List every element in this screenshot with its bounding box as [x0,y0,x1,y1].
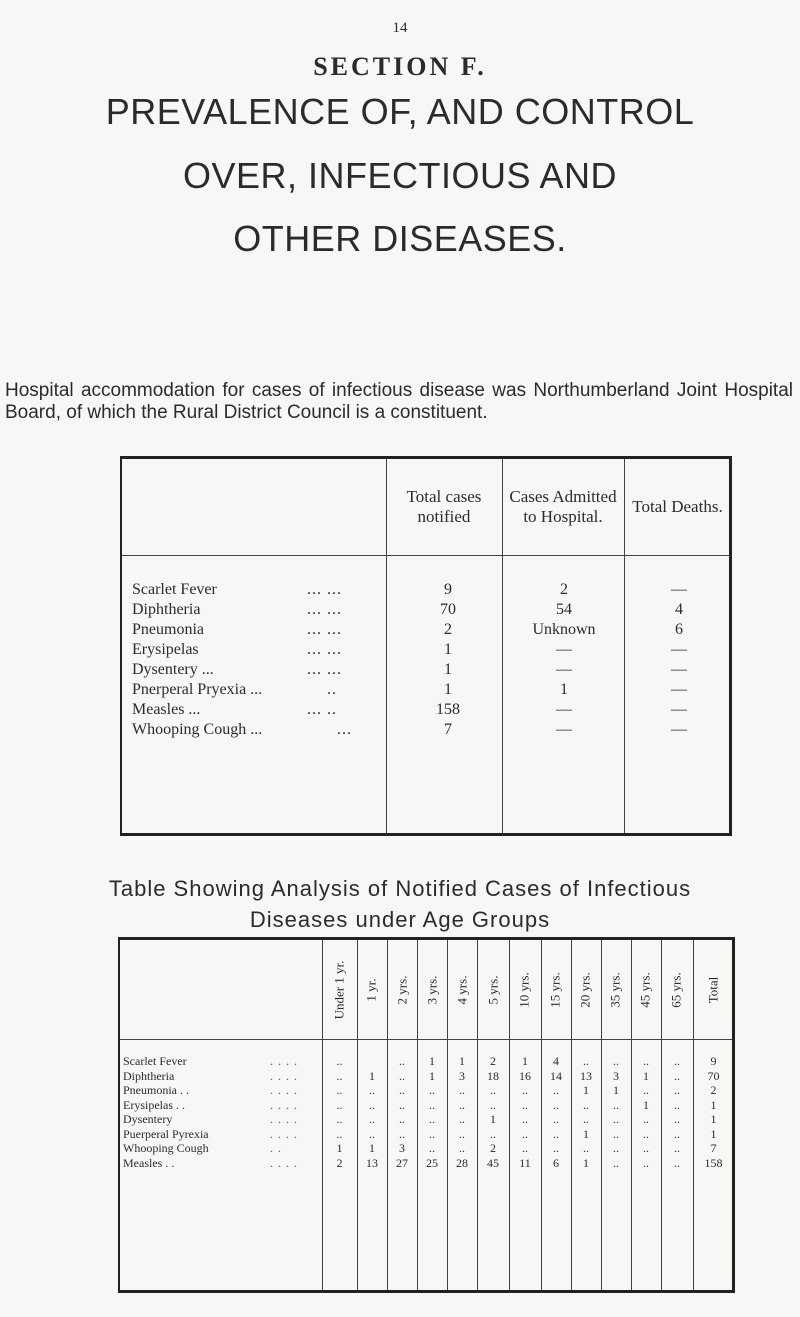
age-group-count: 3 [459,1068,465,1083]
age-groups-table [118,937,735,1293]
deaths: — [671,681,687,698]
main-title-line-2: OVER, INFECTIOUS AND [182,155,618,196]
age-group-count: .. [399,1126,405,1141]
age-group-count: 13 [366,1155,378,1170]
total-cases: 1 [444,681,452,698]
disease-name: Whooping Cough [123,1141,209,1155]
header-1-yr: 1 yr. [364,977,379,1002]
age-group-count: 1 [583,1126,589,1141]
age-group-count: .. [613,1097,619,1112]
age-group-count: 1 [522,1054,528,1068]
age-group-count: 11 [519,1155,531,1170]
leader-dots: ... [337,721,352,738]
age-group-count: .. [522,1097,528,1112]
leader-dots: ... .. [307,701,337,718]
header-35-yrs: 35 yrs. [608,971,624,1008]
admitted-cases: 54 [556,601,572,618]
age-group-count: 28 [456,1155,468,1170]
table-row [122,581,729,599]
age-group-count: .. [674,1155,680,1170]
disease-name: Whooping Cough ... [132,721,263,738]
age-group-count: 1 [369,1068,375,1083]
age-group-count: .. [613,1155,619,1170]
table-caption-line-2: Diseases under Age Groups [249,907,551,932]
disease-name: Dysentery [123,1112,173,1126]
age-group-count: 158 [704,1155,723,1170]
age-group-count: .. [643,1155,649,1170]
age-group-count: .. [553,1097,559,1112]
section-label: SECTION F. [313,52,487,81]
age-group-count: 1 [583,1155,589,1170]
age-group-count: .. [553,1141,559,1155]
age-group-count: .. [674,1083,680,1097]
header-total-deaths: Total Deaths. [632,497,723,516]
age-group-count: .. [643,1126,649,1141]
age-group-count: .. [643,1054,649,1068]
leader-dots: ... ... [307,661,342,678]
age-group-count: .. [429,1112,435,1126]
age-group-count: .. [553,1126,559,1141]
disease-name: Scarlet Fever [123,1054,187,1068]
leader-dots: . . . . [270,1054,298,1068]
age-group-count: .. [459,1097,465,1112]
age-group-count: .. [399,1112,405,1126]
age-group-count: 27 [396,1155,408,1170]
header-2-yrs: 2 yrs. [393,975,409,1004]
total-cases: 1 [444,661,452,678]
age-group-count: .. [583,1054,589,1068]
age-group-count: .. [643,1083,649,1097]
age-group-count: .. [336,1068,343,1083]
main-title-line-1: PREVALENCE OF, AND CONTROL [105,91,695,132]
age-group-count: .. [490,1126,496,1141]
age-group-count: .. [643,1141,649,1155]
age-group-count: .. [522,1126,528,1141]
age-group-count: .. [369,1097,375,1112]
age-group-count: .. [674,1054,680,1068]
admitted-cases: — [556,661,572,678]
table-row [122,601,729,619]
age-group-count: 45 [487,1155,499,1170]
age-group-count: .. [674,1126,680,1141]
disease-name: Pneumonia [132,621,204,638]
age-group-count: 1 [613,1083,619,1097]
age-group-count: 1 [369,1141,375,1155]
age-group-count: .. [399,1083,405,1097]
age-group-count: 1 [429,1068,435,1083]
total-cases: 158 [436,701,460,718]
age-group-count: .. [583,1112,589,1126]
age-group-count: 1 [710,1112,717,1126]
table-row [122,721,729,739]
table-row [120,1157,732,1169]
total-cases: 70 [440,601,456,618]
age-group-count: 6 [553,1155,559,1170]
age-group-count: 3 [613,1068,619,1083]
leader-dots: . . [270,1141,282,1155]
age-group-count: .. [490,1097,496,1112]
age-group-count: 25 [426,1155,438,1170]
leader-dots: . . . . [270,1068,298,1083]
header-total-cases: Total cases notified [406,487,482,526]
age-group-count: 1 [459,1054,465,1068]
age-group-count: 1 [336,1141,343,1155]
age-group-count: 9 [710,1054,717,1068]
disease-name: Measles . . [123,1155,175,1170]
disease-name: Pnerperal Pryexia ... [132,681,263,698]
age-group-count: .. [583,1097,589,1112]
age-group-count: .. [336,1083,343,1097]
header-total: Total [705,976,721,1003]
admitted-cases: 1 [560,681,568,698]
header-65-yrs: 65 yrs. [669,971,685,1008]
age-group-count: .. [336,1126,343,1141]
leader-dots: ... ... [307,641,342,658]
total-cases: 1 [444,641,452,658]
disease-name: Erysipelas [132,641,199,658]
age-group-count: .. [459,1126,465,1141]
header-4-yrs: 4 yrs. [453,975,469,1004]
age-group-count: .. [553,1112,559,1126]
table-row [120,1099,732,1111]
age-group-count: .. [429,1097,435,1112]
age-group-count: .. [429,1141,435,1155]
deaths: 6 [675,621,683,638]
age-group-count: .. [583,1141,589,1155]
table-row [120,1142,732,1154]
table-row [122,641,729,659]
age-group-count: 3 [399,1141,405,1155]
table-row [122,661,729,679]
disease-name: Diphtheria [123,1068,175,1083]
leader-dots: .. [327,681,337,698]
leader-dots: . . . . [270,1097,298,1112]
page-number: 14 [392,20,408,36]
table-caption-line-1: Table Showing Analysis of Notified Cases of Infectious [108,876,692,901]
age-group-count: .. [490,1083,496,1097]
age-group-count: .. [399,1097,405,1112]
admitted-cases: — [556,721,572,738]
age-group-count: 2 [710,1083,717,1097]
age-group-count: .. [429,1083,435,1097]
age-group-count: 1 [643,1068,649,1083]
age-group-count: .. [674,1141,680,1155]
age-group-count: .. [674,1112,680,1126]
disease-name: Diphtheria [132,601,201,618]
main-title-line-3: OTHER DISEASES. [233,218,567,259]
age-group-count: .. [429,1126,435,1141]
disease-name: Scarlet Fever [132,581,217,598]
cases-summary-table [120,456,732,836]
age-group-count: .. [522,1112,528,1126]
age-group-count: 14 [550,1068,562,1083]
age-group-count: .. [674,1068,680,1083]
deaths: — [671,701,687,718]
age-group-count: .. [674,1097,680,1112]
age-group-count: .. [613,1112,619,1126]
table-row [120,1128,732,1140]
total-cases: 9 [444,581,452,598]
age-group-count: .. [369,1112,375,1126]
disease-name: Puerperal Pyrexia [123,1126,209,1141]
age-group-count: 1 [429,1054,435,1068]
admitted-cases: — [556,701,572,718]
age-group-count: 2 [336,1155,343,1170]
deaths: 4 [675,601,683,618]
age-group-count: 2 [490,1054,496,1068]
age-group-count: .. [336,1112,343,1126]
age-group-count: .. [522,1141,528,1155]
age-group-count: 1 [710,1126,717,1141]
deaths: — [671,641,687,658]
header-divider [122,555,729,556]
header-10-yrs: 10 yrs. [517,971,533,1008]
header-20-yrs: 20 yrs. [578,971,594,1008]
deaths: — [671,721,687,738]
age-group-count: 2 [490,1141,496,1155]
age-group-count: 4 [553,1054,559,1068]
age-group-count: .. [613,1126,619,1141]
leader-dots: ... ... [307,581,342,598]
total-cases: 7 [444,721,452,738]
header-divider [120,1039,732,1040]
deaths: — [671,581,687,598]
age-group-count: .. [459,1112,465,1126]
leader-dots: . . . . [270,1155,298,1170]
age-group-count: 1 [710,1097,717,1112]
age-group-count: .. [399,1054,405,1068]
table-row [120,1070,732,1082]
age-group-count: .. [336,1097,343,1112]
age-group-count: 70 [707,1068,720,1083]
age-group-count: 1 [583,1083,589,1097]
age-group-count: .. [613,1141,619,1155]
disease-name: Pneumonia . . [123,1083,189,1097]
admitted-cases: — [556,641,572,658]
leader-dots: . . . . [270,1126,298,1141]
table-row [122,621,729,639]
age-group-count: .. [459,1141,465,1155]
age-group-count: 13 [580,1068,592,1083]
header-cases-admitted: Cases Admitted to Hospital. [509,487,617,526]
age-group-count: 18 [487,1068,499,1083]
age-group-count: .. [459,1083,465,1097]
leader-dots: . . . . [270,1112,298,1126]
leader-dots: ... ... [307,601,342,618]
table-row [122,701,729,719]
age-group-count: .. [522,1083,528,1097]
age-group-count: .. [369,1126,375,1141]
age-group-count: .. [336,1054,343,1068]
age-group-count: 7 [710,1141,717,1155]
table-row [122,681,729,699]
age-group-count: 1 [490,1112,496,1126]
admitted-cases: Unknown [532,621,596,638]
intro-paragraph: Hospital accommodation for cases of infectious disease was Northumberland Joint Hospital Board, of which the Rural District Council is a constituent. [5,380,793,423]
age-group-count: 16 [519,1068,531,1083]
disease-name: Measles ... [132,701,201,718]
leader-dots: . . . . [270,1083,298,1097]
age-group-count: .. [553,1083,559,1097]
age-group-count: .. [399,1068,405,1083]
table-row [120,1113,732,1125]
table-row [120,1055,732,1067]
deaths: — [671,661,687,678]
leader-dots: ... ... [307,621,342,638]
total-cases: 2 [444,621,452,638]
age-group-count: .. [613,1054,619,1068]
header-15-yrs: 15 yrs. [548,971,564,1008]
header-45-yrs: 45 yrs. [638,971,654,1008]
disease-name: Erysipelas . . [123,1097,185,1112]
header-under-1-yr: Under 1 yr. [331,960,347,1019]
disease-name: Dysentery ... [132,661,214,678]
admitted-cases: 2 [560,581,568,598]
age-group-count: .. [643,1112,649,1126]
header-5-yrs: 5 yrs. [484,975,500,1004]
table-row [120,1084,732,1096]
age-group-count: 1 [643,1097,649,1112]
age-group-count: .. [369,1083,375,1097]
header-3-yrs: 3 yrs. [423,975,439,1004]
